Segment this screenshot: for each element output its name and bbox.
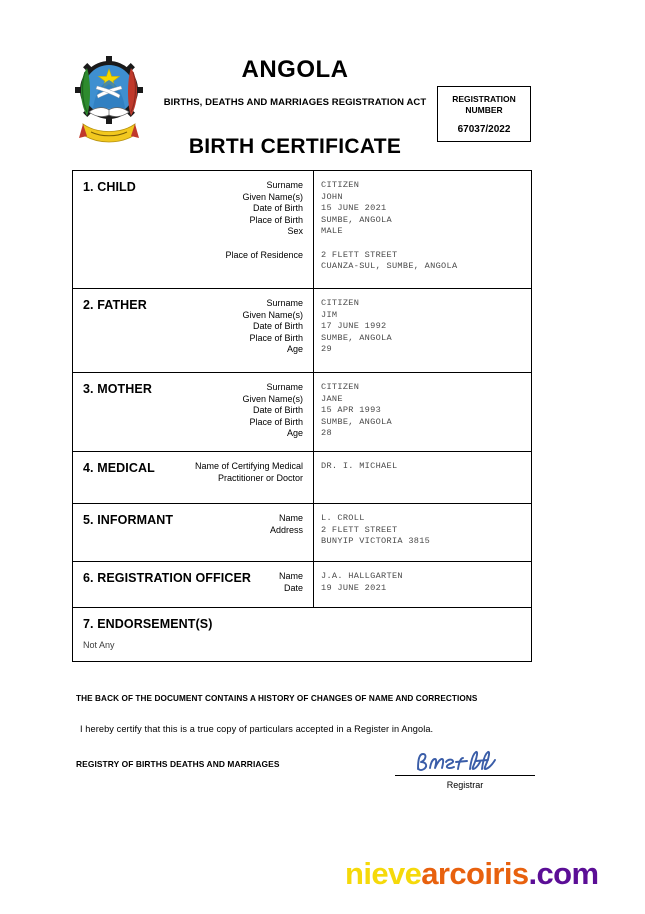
registration-number-value: 67037/2022 [457, 124, 511, 135]
section-informant-heading: 5. INFORMANT [83, 513, 174, 527]
section-registration-officer-values [314, 562, 531, 607]
section-father-labels [236, 298, 305, 356]
label-given-names: Given Name(s) [242, 191, 303, 202]
section-child [73, 171, 531, 289]
label-father-surname: Surname [266, 298, 303, 308]
section-medical-heading: 4. MEDICAL [83, 461, 155, 475]
document-type-title: BIRTH CERTIFICATE [188, 135, 402, 158]
certificate-details-table [72, 170, 532, 662]
section-child-heading: 1. CHILD [83, 180, 136, 194]
section-father-values [314, 289, 531, 372]
value-informant-name: L. CROLL [321, 513, 365, 523]
label-father-date-of-birth: Date of Birth [252, 321, 303, 332]
label-informant-name: Name [278, 513, 303, 523]
label-mother-place-of-birth: Place of Birth [249, 416, 303, 427]
value-father-age: 29 [321, 344, 332, 355]
signature-caption: Registrar [446, 780, 484, 791]
section-registration-officer-labels [273, 571, 305, 594]
section-father-heading: 2. FATHER [83, 298, 147, 312]
watermark-part-tld: .com [528, 856, 599, 891]
label-date-of-birth: Date of Birth [252, 203, 303, 214]
label-place-of-birth: Place of Birth [249, 214, 303, 225]
value-officer-name: J.A. HALLGARTEN [321, 571, 403, 581]
registrar-signature-icon [410, 748, 520, 774]
registration-number-box [437, 86, 531, 142]
section-father-left [73, 289, 314, 372]
value-informant-address-line2: BUNYIP VICTORIA 3815 [321, 536, 431, 547]
label-informant-address: Address [269, 524, 303, 535]
section-child-left [73, 171, 314, 288]
signature-rule [395, 775, 535, 776]
value-informant-address-line1: 2 FLETT STREET [321, 524, 398, 535]
label-place-of-residence: Place of Residence [225, 249, 303, 260]
section-medical-left [73, 452, 314, 503]
label-officer-name: Name [278, 571, 303, 581]
registration-label-line2: NUMBER [465, 105, 503, 115]
section-mother [73, 373, 531, 452]
section-child-values [314, 171, 531, 288]
section-medical-labels [179, 461, 305, 484]
label-mother-given-names: Given Name(s) [242, 393, 303, 404]
value-given-names: JOHN [321, 191, 343, 202]
angola-coat-of-arms-icon [73, 50, 145, 154]
value-residence-line2: CUANZA-SUL, SUMBE, ANGOLA [321, 261, 458, 272]
label-sex: Sex [287, 226, 303, 237]
value-certifying-practitioner: DR. I. MICHAEL [321, 461, 398, 471]
watermark-part-arcoiris: arcoiris [421, 856, 529, 891]
value-residence-line1: 2 FLETT STREET [321, 249, 398, 260]
section-child-labels [219, 180, 305, 261]
section-informant-left [73, 504, 314, 561]
label-father-place-of-birth: Place of Birth [249, 332, 303, 343]
document-header [0, 0, 645, 168]
label-certifying-practitioner: Name of Certifying Medical Practitioner or Doctor [194, 461, 303, 483]
value-father-place-of-birth: SUMBE, ANGOLA [321, 332, 392, 343]
act-subtitle: BIRTHS, DEATHS AND MARRIAGES REGISTRATION ACT [163, 97, 427, 108]
label-father-given-names: Given Name(s) [242, 309, 303, 320]
value-mother-place-of-birth: SUMBE, ANGOLA [321, 416, 392, 427]
section-mother-heading: 3. MOTHER [83, 382, 152, 396]
signature-block [395, 748, 535, 790]
section-endorsements-heading: 7. ENDORSEMENT(S) [83, 617, 213, 631]
value-officer-date: 19 JUNE 2021 [321, 582, 387, 593]
watermark-part-nieve: nieve [345, 856, 422, 891]
value-place-of-birth: SUMBE, ANGOLA [321, 214, 392, 225]
value-surname: CITIZEN [321, 180, 360, 190]
section-registration-officer [73, 562, 531, 608]
certification-statement: I hereby certify that this is a true copy of particulars accepted in a Register in Angola. [80, 724, 434, 734]
label-surname: Surname [266, 180, 303, 190]
section-medical [73, 452, 531, 504]
site-watermark [345, 856, 598, 892]
section-informant-values [314, 504, 531, 561]
value-father-given-names: JIM [321, 309, 338, 320]
label-mother-surname: Surname [266, 382, 303, 392]
section-endorsements [73, 608, 531, 661]
section-informant [73, 504, 531, 562]
value-father-surname: CITIZEN [321, 298, 360, 308]
section-mother-values [314, 373, 531, 451]
label-mother-age: Age [286, 428, 303, 439]
section-informant-labels [264, 513, 305, 536]
section-mother-left [73, 373, 314, 451]
section-mother-labels [236, 382, 305, 440]
registry-office-line: REGISTRY OF BIRTHS DEATHS AND MARRIAGES [76, 759, 280, 769]
value-endorsements: Not Any [83, 640, 115, 650]
label-father-age: Age [286, 344, 303, 355]
value-father-date-of-birth: 17 JUNE 1992 [321, 321, 387, 332]
value-date-of-birth: 15 JUNE 2021 [321, 203, 387, 214]
section-registration-officer-heading: 6. REGISTRATION OFFICER [83, 571, 252, 585]
page-title: ANGOLA [241, 56, 349, 83]
value-mother-age: 28 [321, 428, 332, 439]
section-registration-officer-left [73, 562, 314, 607]
registration-label-line1: REGISTRATION [452, 94, 516, 104]
back-of-document-note: THE BACK OF THE DOCUMENT CONTAINS A HISTORY OF CHANGES OF NAME AND CORRECTIONS [76, 694, 478, 703]
section-father [73, 289, 531, 373]
label-mother-date-of-birth: Date of Birth [252, 405, 303, 416]
section-medical-values [314, 452, 531, 503]
value-mother-given-names: JANE [321, 393, 343, 404]
label-officer-date: Date [283, 582, 303, 593]
value-mother-date-of-birth: 15 APR 1993 [321, 405, 382, 416]
value-sex: MALE [321, 226, 343, 237]
value-mother-surname: CITIZEN [321, 382, 360, 392]
